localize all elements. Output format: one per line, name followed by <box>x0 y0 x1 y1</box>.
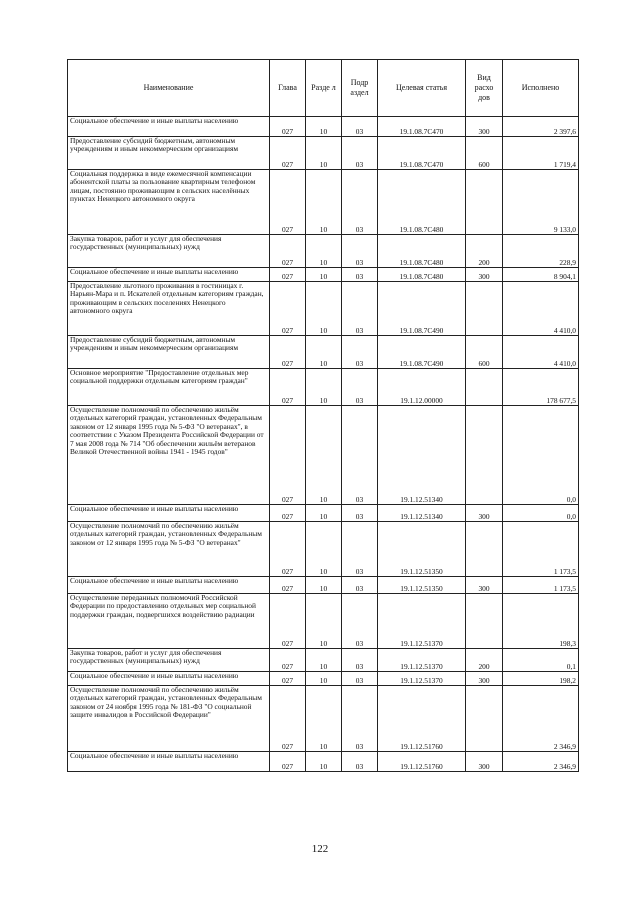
cell-section: 10 <box>306 649 342 672</box>
cell-section: 10 <box>306 336 342 369</box>
table-row <box>68 336 579 369</box>
cell-subsection: 03 <box>342 282 378 336</box>
cell-subsection: 03 <box>342 649 378 672</box>
cell-exp-type: 300 <box>466 577 503 594</box>
cell-chapter: 027 <box>270 686 306 752</box>
cell-exp-type: 300 <box>466 672 503 686</box>
page-number: 122 <box>311 843 329 855</box>
cell-name: Социальное обеспечение и иные выплаты населению <box>68 577 270 594</box>
cell-target: 19.1.12.51760 <box>378 686 466 752</box>
table-row <box>68 282 579 336</box>
cell-subsection: 03 <box>342 369 378 406</box>
header-exp-type: Вид расхо дов <box>466 60 503 117</box>
cell-name: Закупка товаров, работ и услуг для обеспечения государственных (муниципальных) нужд <box>68 235 270 268</box>
cell-executed: 8 904,1 <box>503 268 579 282</box>
cell-chapter: 027 <box>270 406 306 505</box>
cell-name: Социальное обеспечение и иные выплаты населению <box>68 117 270 137</box>
cell-chapter: 027 <box>270 336 306 369</box>
cell-target: 19.1.08.7С470 <box>378 137 466 170</box>
cell-section: 10 <box>306 137 342 170</box>
cell-exp-type <box>466 406 503 505</box>
cell-section: 10 <box>306 505 342 522</box>
table-header-row <box>68 60 579 117</box>
cell-executed: 198,2 <box>503 672 579 686</box>
cell-section: 10 <box>306 577 342 594</box>
cell-target: 19.1.12.51370 <box>378 672 466 686</box>
cell-exp-type <box>466 594 503 649</box>
cell-section: 10 <box>306 594 342 649</box>
cell-section: 10 <box>306 268 342 282</box>
cell-executed: 1 719,4 <box>503 137 579 170</box>
cell-name: Осуществление полномочий по обеспечению жильём отдельных категорий граждан, установленных Федеральным законом от 24 ноября 1995 года № 181-ФЗ "О социальной защите инвалидов в Российской Федерации" <box>68 686 270 752</box>
cell-executed: 228,9 <box>503 235 579 268</box>
cell-section: 10 <box>306 369 342 406</box>
cell-target: 19.1.08.7С490 <box>378 282 466 336</box>
cell-exp-type: 600 <box>466 336 503 369</box>
cell-name: Предоставление субсидий бюджетным, автономным учреждениям и иным некоммерческим организациям <box>68 336 270 369</box>
cell-chapter: 027 <box>270 235 306 268</box>
cell-name: Социальная поддержка в виде ежемесячной компенсации абонентской платы за пользование квартирным телефоном лицам, постоянно проживающим в сельских населённых пунктах Ненецкого автономного округа <box>68 170 270 235</box>
cell-name: Социальное обеспечение и иные выплаты населению <box>68 672 270 686</box>
cell-subsection: 03 <box>342 235 378 268</box>
cell-executed: 9 133,0 <box>503 170 579 235</box>
cell-subsection: 03 <box>342 594 378 649</box>
table-row <box>68 369 579 406</box>
cell-exp-type <box>466 282 503 336</box>
table-row <box>68 649 579 672</box>
cell-name: Предоставление субсидий бюджетным, автономным учреждениям и иным некоммерческим организациям <box>68 137 270 170</box>
cell-chapter: 027 <box>270 522 306 577</box>
cell-subsection: 03 <box>342 268 378 282</box>
cell-subsection: 03 <box>342 505 378 522</box>
table-row <box>68 522 579 577</box>
table-row <box>68 117 579 137</box>
table-body <box>68 117 579 772</box>
cell-exp-type: 200 <box>466 235 503 268</box>
cell-executed: 0,0 <box>503 505 579 522</box>
cell-executed: 0,0 <box>503 406 579 505</box>
cell-section: 10 <box>306 406 342 505</box>
cell-subsection: 03 <box>342 117 378 137</box>
cell-subsection: 03 <box>342 137 378 170</box>
cell-chapter: 027 <box>270 369 306 406</box>
cell-target: 19.1.08.7С480 <box>378 170 466 235</box>
cell-subsection: 03 <box>342 336 378 369</box>
cell-chapter: 027 <box>270 505 306 522</box>
table-row <box>68 268 579 282</box>
cell-executed: 2 346,9 <box>503 752 579 772</box>
cell-executed: 198,3 <box>503 594 579 649</box>
cell-target: 19.1.08.7С480 <box>378 235 466 268</box>
cell-chapter: 027 <box>270 137 306 170</box>
cell-target: 19.1.12.00000 <box>378 369 466 406</box>
header-executed: Исполнено <box>503 60 579 117</box>
cell-exp-type: 300 <box>466 268 503 282</box>
cell-chapter: 027 <box>270 594 306 649</box>
cell-chapter: 027 <box>270 752 306 772</box>
cell-executed: 1 173,5 <box>503 522 579 577</box>
cell-name: Осуществление полномочий по обеспечению жильём отдельных категорий граждан, установленных Федеральным законом от 12 января 1995 года № 5-ФЗ "О ветеранах", в соответствии с Указом Президента Российской Федерации от 7 мая 2008 года № 714 "Об обеспечении жильём ветеранов Великой Отечественной войны 1941 - 1945 годов" <box>68 406 270 505</box>
cell-section: 10 <box>306 686 342 752</box>
cell-target: 19.1.12.51350 <box>378 522 466 577</box>
cell-exp-type: 300 <box>466 752 503 772</box>
table-row <box>68 686 579 752</box>
cell-subsection: 03 <box>342 686 378 752</box>
cell-section: 10 <box>306 170 342 235</box>
table-row <box>68 235 579 268</box>
cell-name: Основное мероприятие "Предоставление отдельных мер социальной поддержки отдельным категориям граждан" <box>68 369 270 406</box>
cell-subsection: 03 <box>342 406 378 505</box>
table-row <box>68 594 579 649</box>
cell-chapter: 027 <box>270 170 306 235</box>
cell-section: 10 <box>306 117 342 137</box>
cell-target: 19.1.12.51340 <box>378 505 466 522</box>
cell-subsection: 03 <box>342 170 378 235</box>
cell-chapter: 027 <box>270 649 306 672</box>
table-row <box>68 752 579 772</box>
cell-executed: 178 677,5 <box>503 369 579 406</box>
cell-chapter: 027 <box>270 282 306 336</box>
cell-executed: 4 410,0 <box>503 282 579 336</box>
header-name: Наименование <box>68 60 270 117</box>
cell-target: 19.1.12.51340 <box>378 406 466 505</box>
header-section: Разде л <box>306 60 342 117</box>
cell-name: Осуществление полномочий по обеспечению жильём отдельных категорий граждан, установленных Федеральным законом от 12 января 1995 года № 5-ФЗ "О ветеранах" <box>68 522 270 577</box>
cell-exp-type <box>466 522 503 577</box>
cell-executed: 1 173,5 <box>503 577 579 594</box>
cell-name: Осуществление переданных полномочий Российской Федерации по предоставлению отдельных мер социальной поддержки граждан, подвергшихся воздействию радиации <box>68 594 270 649</box>
cell-exp-type <box>466 686 503 752</box>
cell-chapter: 027 <box>270 577 306 594</box>
cell-target: 19.1.12.51350 <box>378 577 466 594</box>
cell-exp-type <box>466 170 503 235</box>
cell-chapter: 027 <box>270 672 306 686</box>
cell-target: 19.1.12.51760 <box>378 752 466 772</box>
cell-target: 19.1.12.51370 <box>378 594 466 649</box>
cell-target: 19.1.08.7С480 <box>378 268 466 282</box>
cell-subsection: 03 <box>342 577 378 594</box>
table-row <box>68 137 579 170</box>
cell-name: Социальное обеспечение и иные выплаты населению <box>68 505 270 522</box>
cell-exp-type: 300 <box>466 117 503 137</box>
cell-section: 10 <box>306 672 342 686</box>
budget-table <box>67 59 579 772</box>
table-row <box>68 170 579 235</box>
cell-executed: 2 397,6 <box>503 117 579 137</box>
cell-executed: 2 346,9 <box>503 686 579 752</box>
cell-section: 10 <box>306 235 342 268</box>
cell-exp-type: 600 <box>466 137 503 170</box>
cell-section: 10 <box>306 522 342 577</box>
cell-name: Социальное обеспечение и иные выплаты населению <box>68 268 270 282</box>
cell-target: 19.1.08.7С470 <box>378 117 466 137</box>
header-subsection: Подр аздел <box>342 60 378 117</box>
cell-chapter: 027 <box>270 268 306 282</box>
header-chapter: Глава <box>270 60 306 117</box>
cell-subsection: 03 <box>342 752 378 772</box>
cell-executed: 4 410,0 <box>503 336 579 369</box>
cell-target: 19.1.12.51370 <box>378 649 466 672</box>
cell-section: 10 <box>306 282 342 336</box>
cell-name: Закупка товаров, работ и услуг для обеспечения государственных (муниципальных) нужд <box>68 649 270 672</box>
table-row <box>68 672 579 686</box>
table-row <box>68 577 579 594</box>
cell-subsection: 03 <box>342 522 378 577</box>
cell-name: Предоставление льготного проживания в гостиницах г. Нарьян-Мара и п. Искателей отдельным категориям граждан, проживающим в сельских поселениях Ненецкого автономного округа <box>68 282 270 336</box>
cell-exp-type <box>466 369 503 406</box>
cell-executed: 0,1 <box>503 649 579 672</box>
cell-target: 19.1.08.7С490 <box>378 336 466 369</box>
table-row <box>68 406 579 505</box>
cell-name: Социальное обеспечение и иные выплаты населению <box>68 752 270 772</box>
header-target: Целевая статья <box>378 60 466 117</box>
cell-subsection: 03 <box>342 672 378 686</box>
cell-exp-type: 300 <box>466 505 503 522</box>
table-row <box>68 505 579 522</box>
cell-chapter: 027 <box>270 117 306 137</box>
cell-section: 10 <box>306 752 342 772</box>
cell-exp-type: 200 <box>466 649 503 672</box>
